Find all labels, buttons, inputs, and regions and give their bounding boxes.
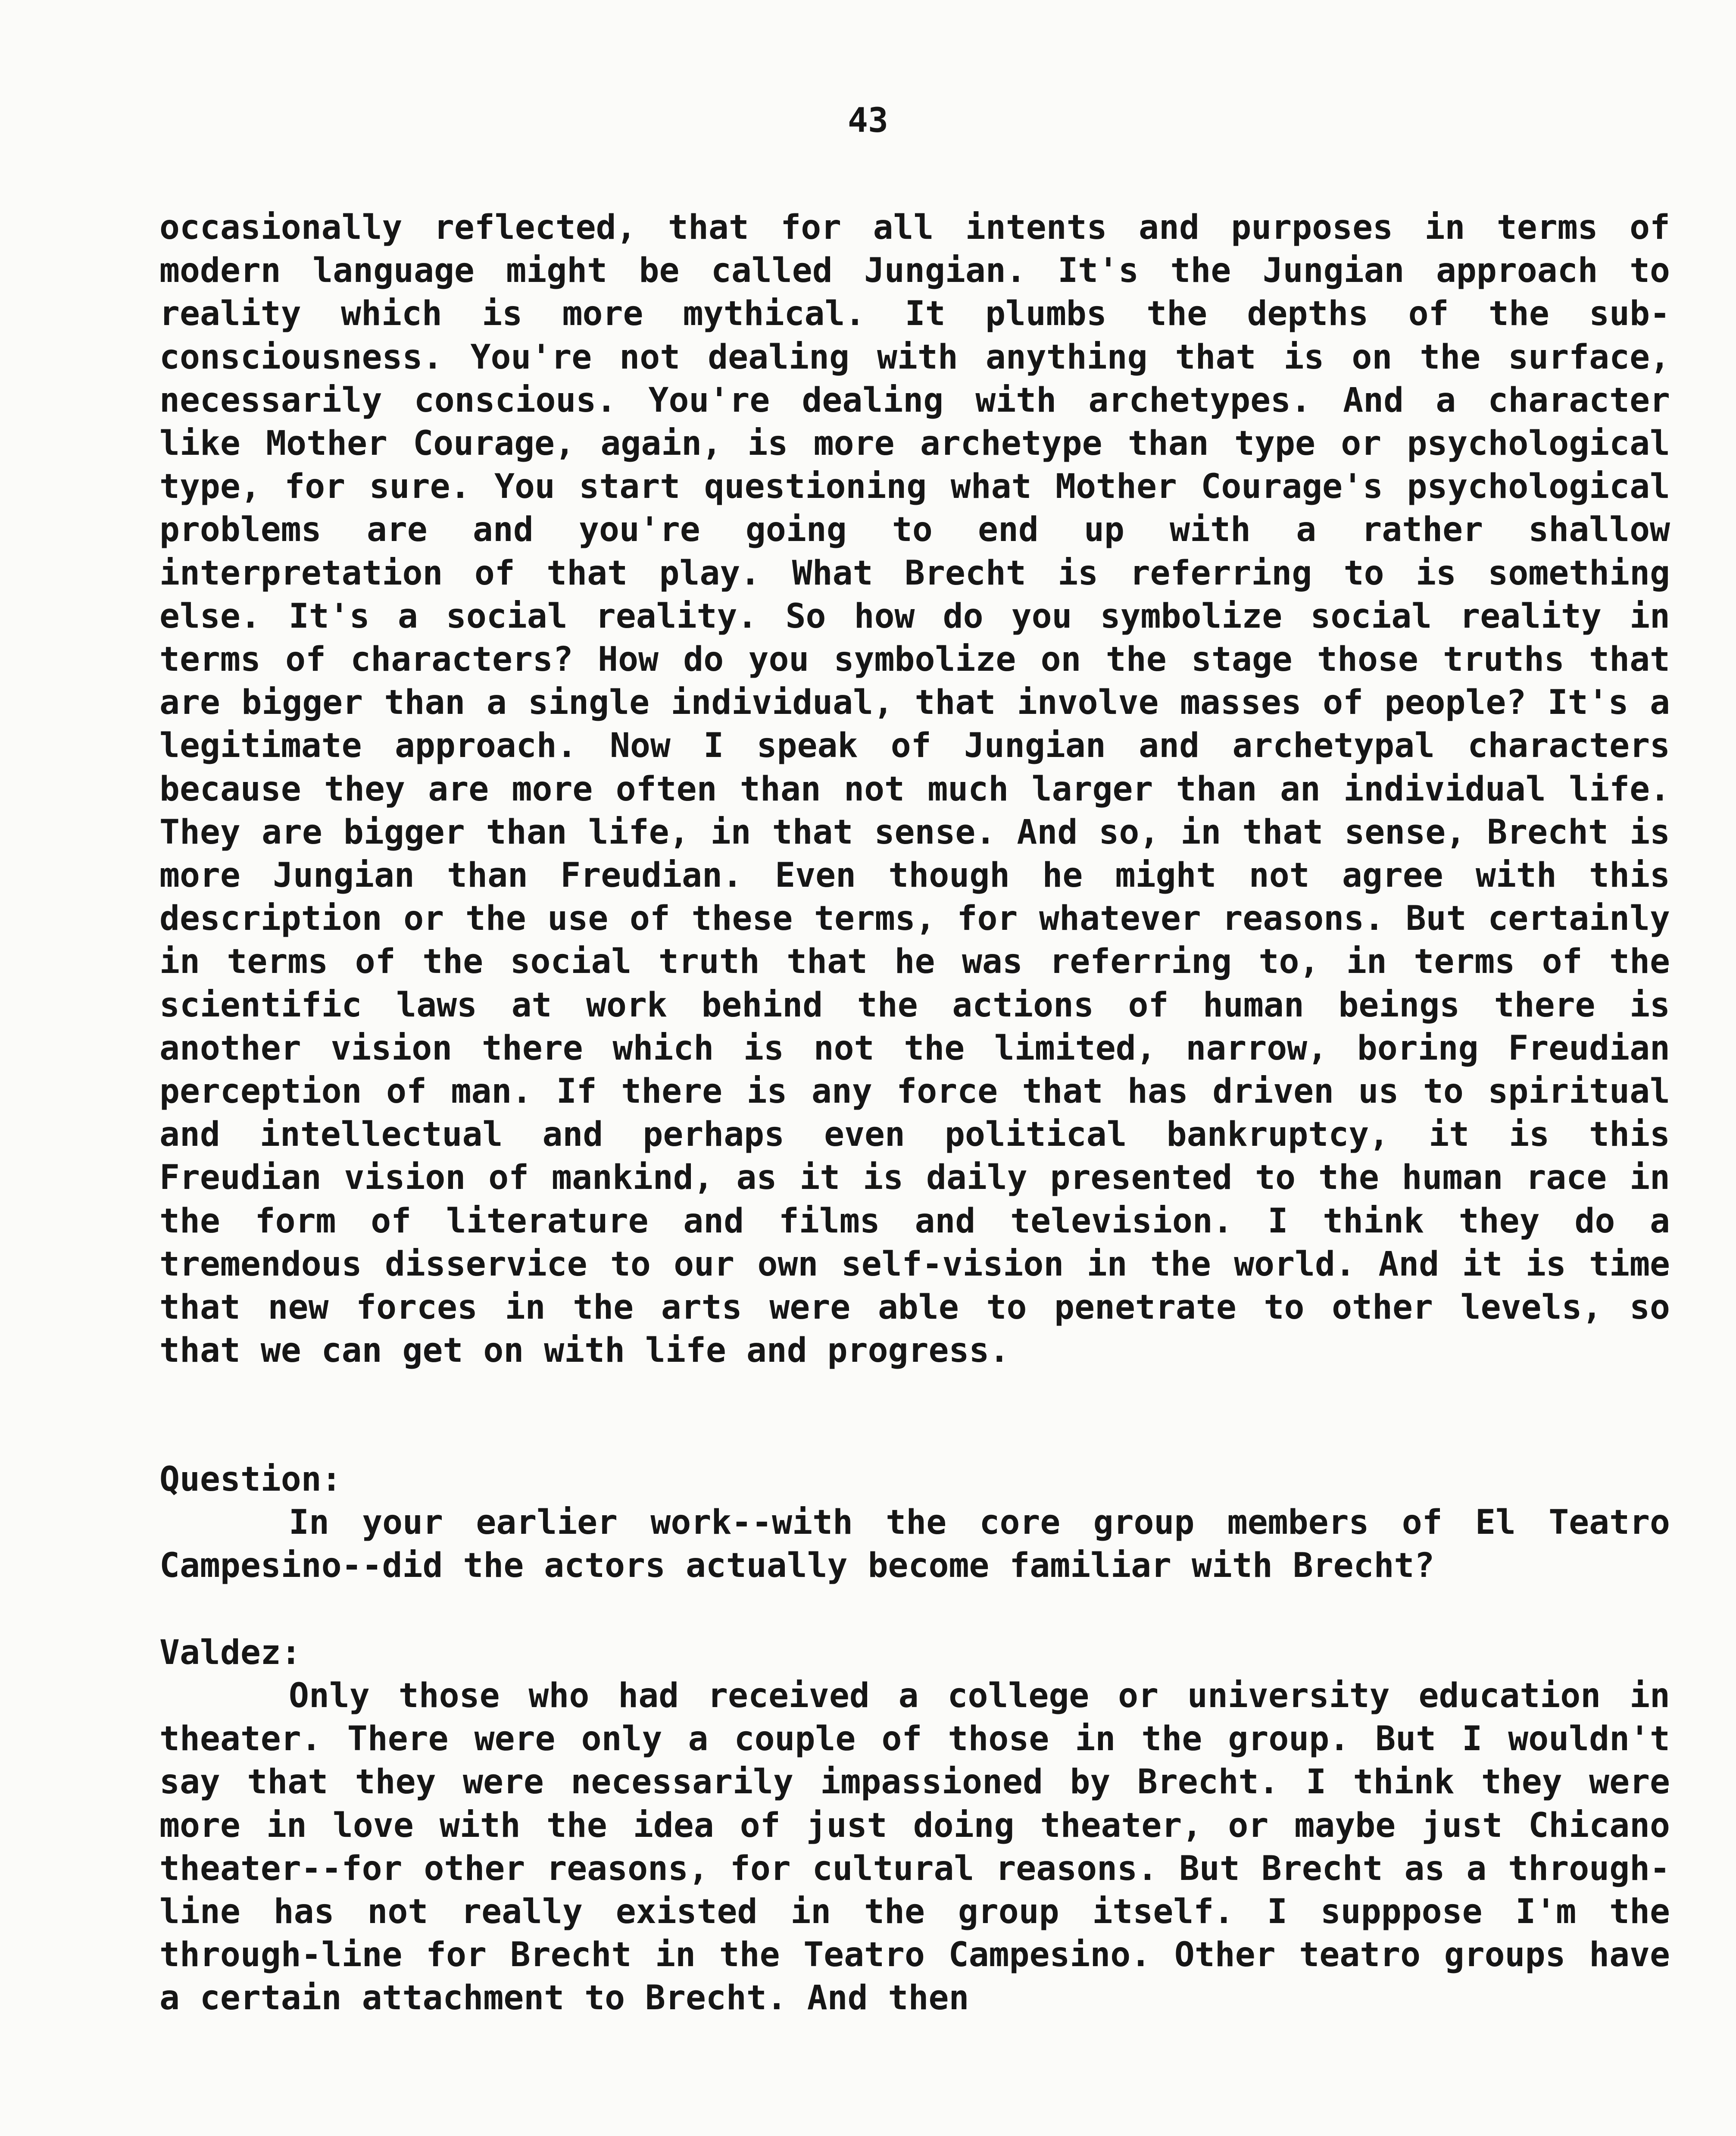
question-block	[159, 1501, 1670, 1587]
answer-speaker-label: Valdez:	[159, 1633, 301, 1672]
body-text-block	[159, 206, 1670, 1372]
question-speaker-label: Question:	[159, 1460, 342, 1499]
answer-block	[159, 1674, 1670, 2020]
question-text: In your earlier work--with the core group members of El Teatro Campesino--did the actors actually become familiar with Brecht?	[159, 1503, 1670, 1586]
page-number: 43	[848, 101, 888, 140]
answer-text: Only those who had received a college or university education in theater. There were only a couple of those in the group. But I wouldn't say that they were necessarily impassioned by Brecht. I think they were more in love with the idea of just doing theater, or maybe just Chicano theater--for other reasons, for cultural reasons. But Brecht as a through-line has not really existed in the group itself. I supppose I'm the through-line for Brecht in the Teatro Campesino. Other teatro groups have a certain attachment to Brecht. And then	[159, 1676, 1670, 2018]
paragraph-continuation: occasionally reflected, that for all intents and purposes in terms of modern language might be called Jungian. It's the Jungian approach to reality which is more mythical. It plumbs the depths of the sub-consciousness. You're not dealing with anything that is on the surface, necessarily conscious. You're dealing with archetypes. And a character like Mother Courage, again, is more archetype than type or psychological type, for sure. You start questioning what Mother Courage's psychological problems are and you're going to end up with a rather shallow interpretation of that play. What Brecht is referring to is something else. It's a social reality. So how do you symbolize social reality in terms of characters? How do you symbolize on the stage those truths that are bigger than a single individual, that involve masses of people? It's a legitimate approach. Now I speak of Jungian and archetypal characters because they are more often than not much larger than an individual life. They are bigger than life, in that sense. And so, in that sense, Brecht is more Jungian than Freudian. Even though he might not agree with this description or the use of these terms, for whatever reasons. But certainly in terms of the social truth that he was referring to, in terms of the scientific laws at work behind the actions of human beings there is another vision there which is not the limited, narrow, boring Freudian perception of man. If there is any force that has driven us to spiritual and intellectual and perhaps even political bankruptcy, it is this Freudian vision of mankind, as it is daily presented to the human race in the form of literature and films and television. I think they do a tremendous disservice to our own self-vision in the world. And it is time that new forces in the arts were able to penetrate to other levels, so that we can get on with life and progress.	[159, 208, 1670, 1370]
